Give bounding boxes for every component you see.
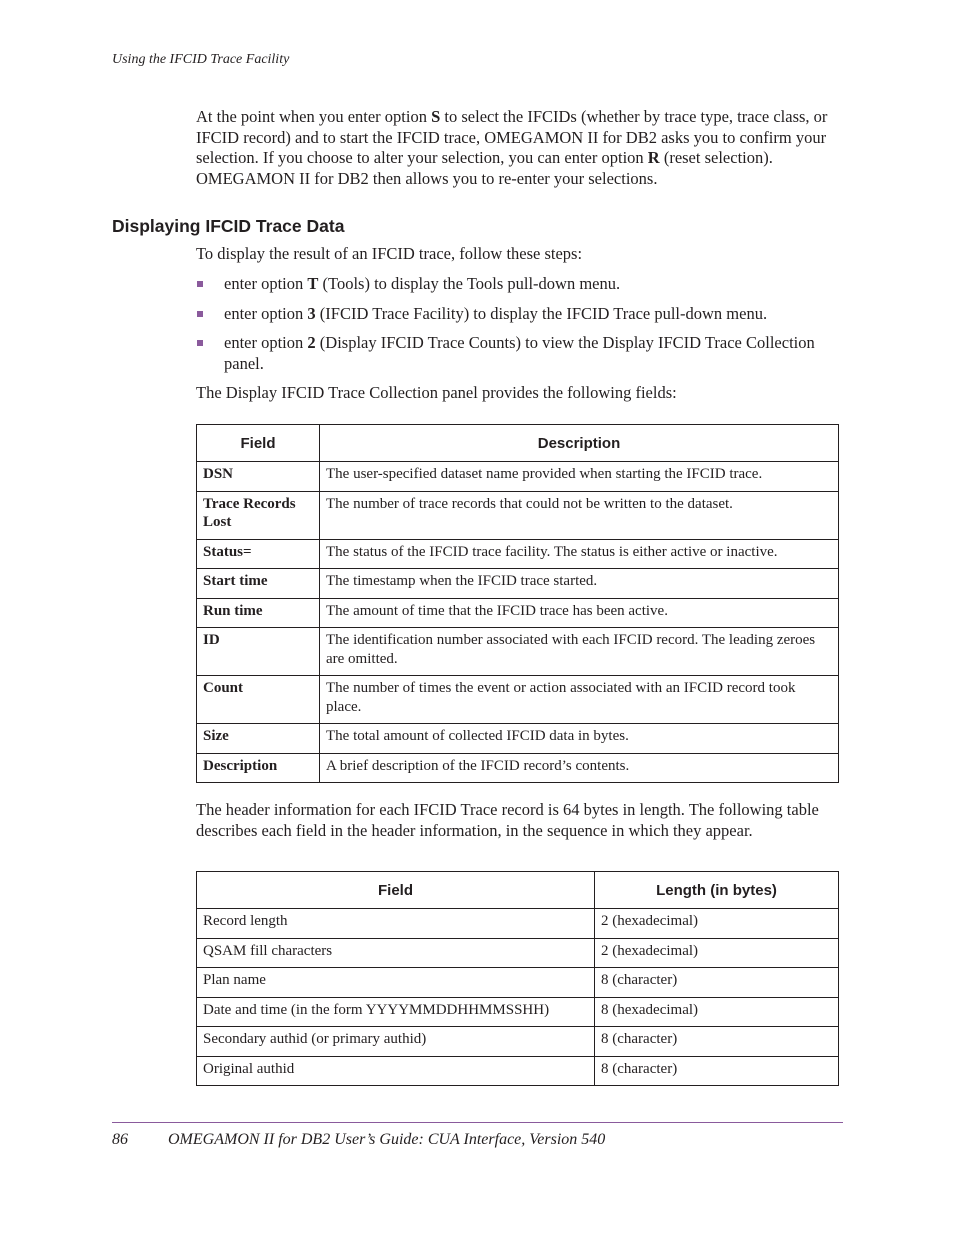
intro-text-3: (reset selection). OMEGAMON II for DB2 then allows you to re-enter your selections. xyxy=(196,148,773,188)
list-item: enter option 3 (IFCID Trace Facility) to display the IFCID Trace pull-down menu. xyxy=(196,304,839,325)
table-row: Secondary authid (or primary authid) 8 (character) xyxy=(197,1027,839,1057)
option-r: R xyxy=(647,148,660,167)
bullet-square-icon xyxy=(197,340,203,346)
column-header-field: Field xyxy=(197,872,595,909)
intro-text-2: to select the IFCIDs (whether by trace type, trace class, or IFCID record) and to start the IFCID trace, OMEGAMON II for DB2 asks you to confirm your selection. If you choose to alter your selection, you can enter option xyxy=(196,107,828,167)
running-head: Using the IFCID Trace Facility xyxy=(112,52,290,67)
table2-intro xyxy=(196,800,839,841)
table-header-row xyxy=(197,872,839,909)
list-item: enter option 2 (Display IFCID Trace Counts) to view the Display IFCID Trace Collection panel. xyxy=(196,333,839,374)
option-s: S xyxy=(431,107,441,126)
table-row: Plan name 8 (character) xyxy=(197,968,839,998)
steps-list xyxy=(196,274,839,383)
column-header-description: Description xyxy=(320,425,839,462)
table-row: Description A brief description of the IFCID record’s contents. xyxy=(197,753,839,783)
page-number: 86 xyxy=(112,1131,128,1148)
table-row: Size The total amount of collected IFCID data in bytes. xyxy=(197,724,839,754)
fields-table xyxy=(196,424,839,783)
table-row: Count The number of times the event or action associated with an IFCID record took place. xyxy=(197,676,839,724)
footer-divider xyxy=(112,1122,843,1123)
list-item: enter option T (Tools) to display the Tools pull-down menu. xyxy=(196,274,839,295)
table1-intro-text: The Display IFCID Trace Collection panel provides the following fields: xyxy=(196,383,677,402)
table-row: DSN The user-specified dataset name provided when starting the IFCID trace. xyxy=(197,462,839,492)
table-row: Record length 2 (hexadecimal) xyxy=(197,909,839,939)
table2-intro-text: The header information for each IFCID Trace record is 64 bytes in length. The following table describes each field in the header information, in the sequence in which they appear. xyxy=(196,800,819,840)
table-row: Original authid 8 (character) xyxy=(197,1056,839,1086)
header-fields-table xyxy=(196,871,839,1086)
table-row: Trace Records Lost The number of trace records that could not be written to the dataset. xyxy=(197,491,839,539)
table-row: Run time The amount of time that the IFCID trace has been active. xyxy=(197,598,839,628)
bullet-square-icon xyxy=(197,281,203,287)
book-title: OMEGAMON II for DB2 User’s Guide: CUA Interface, Version 540 xyxy=(168,1131,606,1148)
column-header-field: Field xyxy=(197,425,320,462)
table-row: Start time The timestamp when the IFCID trace started. xyxy=(197,569,839,599)
steps-intro-text: To display the result of an IFCID trace, follow these steps: xyxy=(196,244,583,263)
table-header-row xyxy=(197,425,839,462)
intro-text-1: At the point when you enter option xyxy=(196,107,432,126)
table-row: QSAM fill characters 2 (hexadecimal) xyxy=(197,938,839,968)
table-row: Status= The status of the IFCID trace facility. The status is either active or inactive. xyxy=(197,539,839,569)
table-row: Date and time (in the form YYYYMMDDHHMMSSHH) 8 (hexadecimal) xyxy=(197,997,839,1027)
table1-intro xyxy=(196,383,839,404)
column-header-length: Length (in bytes) xyxy=(595,872,839,909)
intro-paragraph xyxy=(196,107,839,189)
bullet-square-icon xyxy=(197,311,203,317)
section-title: Displaying IFCID Trace Data xyxy=(112,216,345,236)
table-row: ID The identification number associated with each IFCID record. The leading zeroes are omitted. xyxy=(197,628,839,676)
steps-intro xyxy=(196,244,839,265)
